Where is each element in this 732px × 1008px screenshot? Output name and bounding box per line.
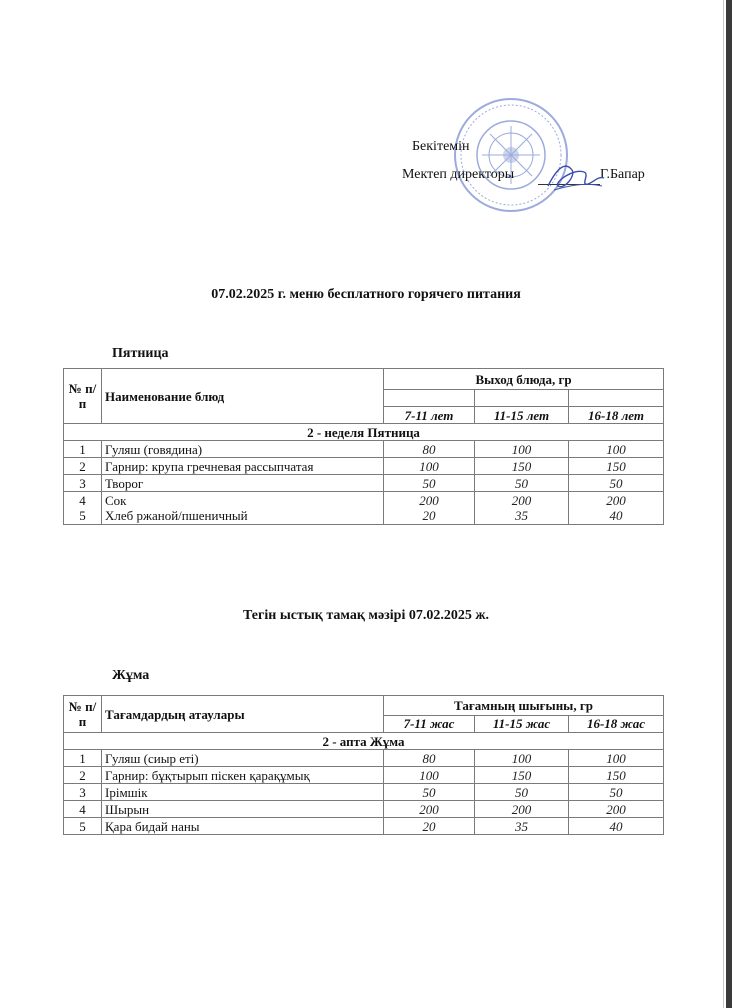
row-num: 1	[64, 441, 102, 458]
yield-value: 200	[569, 801, 664, 818]
dish-name-pair	[102, 492, 384, 525]
yield-value: 50	[569, 475, 664, 492]
empty-cell	[475, 390, 569, 407]
table-row	[64, 767, 664, 784]
table-row	[64, 818, 664, 835]
yield-value: 100	[475, 441, 569, 458]
dish-name: Хлеб ржаной/пшеничный	[105, 508, 248, 523]
official-seal-icon	[452, 96, 570, 214]
table-row-merged	[64, 492, 664, 525]
menu-table-ru	[63, 368, 664, 525]
dish-name: Гуляш (говядина)	[102, 441, 384, 458]
yield-value: 50	[384, 784, 475, 801]
row-num: 5	[64, 818, 102, 835]
row-num: 4	[79, 493, 86, 508]
yield-value: 20	[422, 508, 436, 523]
yield-value: 50	[475, 475, 569, 492]
yield-value: 50	[384, 475, 475, 492]
yield-value: 100	[569, 441, 664, 458]
row-num: 1	[64, 750, 102, 767]
yield-value: 20	[384, 818, 475, 835]
age-group-header: 16-18 жас	[569, 715, 664, 732]
table-row	[64, 750, 664, 767]
yield-value: 150	[475, 458, 569, 475]
yield-value: 50	[475, 784, 569, 801]
age-group-header: 7-11 жас	[384, 715, 475, 732]
yield-value: 100	[475, 750, 569, 767]
col-yield-header: Тағамның шығыны, гр	[384, 696, 664, 716]
table-row	[64, 784, 664, 801]
yield-value-pair	[475, 492, 569, 525]
yield-value: 35	[515, 508, 528, 523]
yield-value: 100	[384, 767, 475, 784]
day-label-ru: Пятница	[112, 346, 169, 361]
yield-value: 200	[475, 801, 569, 818]
yield-value: 40	[569, 818, 664, 835]
dish-name: Ірімшік	[102, 784, 384, 801]
director-name: Г.Бапар	[600, 167, 645, 182]
table-row	[64, 801, 664, 818]
dish-name: Қара бидай наны	[102, 818, 384, 835]
yield-value: 35	[475, 818, 569, 835]
yield-value: 80	[384, 441, 475, 458]
yield-value: 150	[475, 767, 569, 784]
empty-cell	[384, 390, 475, 407]
yield-value-pair	[384, 492, 475, 525]
yield-value: 150	[569, 767, 664, 784]
dish-name: Творог	[102, 475, 384, 492]
age-group-header: 11-15 лет	[475, 407, 569, 424]
row-num: 5	[79, 508, 86, 523]
yield-value: 150	[569, 458, 664, 475]
yield-value: 80	[384, 750, 475, 767]
dish-name: Гарнир: бұқтырып піскен қарақұмық	[102, 767, 384, 784]
week-label: 2 - апта Жұма	[64, 733, 664, 750]
scan-edge-line	[723, 0, 724, 1008]
yield-value: 100	[569, 750, 664, 767]
yield-value: 40	[609, 508, 623, 523]
row-num: 2	[64, 458, 102, 475]
dish-name: Шырын	[102, 801, 384, 818]
age-group-header: 7-11 лет	[384, 407, 475, 424]
yield-value: 200	[511, 493, 532, 508]
col-num-header: № п/п	[64, 369, 102, 424]
col-name-header: Тағамдардың атаулары	[102, 696, 384, 733]
age-group-header: 16-18 лет	[569, 407, 664, 424]
row-num-pair	[64, 492, 102, 525]
row-num: 3	[64, 784, 102, 801]
menu-title-ru: 07.02.2025 г. меню бесплатного горячего питания	[211, 287, 521, 302]
row-num: 3	[64, 475, 102, 492]
row-num: 4	[64, 801, 102, 818]
empty-cell	[569, 390, 664, 407]
signature-icon	[544, 156, 608, 196]
col-yield-header: Выход блюда, гр	[384, 369, 664, 390]
yield-value: 100	[384, 458, 475, 475]
menu-title-kz: Тегін ыстық тамақ мәзірі 07.02.2025 ж.	[243, 608, 489, 623]
age-group-header: 11-15 жас	[475, 715, 569, 732]
col-name-header: Наименование блюд	[102, 369, 384, 424]
table-row	[64, 475, 664, 492]
row-num: 2	[64, 767, 102, 784]
col-num-header: № п/п	[64, 696, 102, 733]
menu-table-kz	[63, 695, 664, 835]
yield-value: 200	[606, 493, 626, 508]
dish-name: Гарнир: крупа гречневая рассыпчатая	[102, 458, 384, 475]
dish-name: Гуляш (сиыр еті)	[102, 750, 384, 767]
week-label: 2 - неделя Пятница	[64, 424, 664, 441]
director-position: Мектеп директоры	[402, 167, 515, 182]
yield-value: 200	[384, 801, 475, 818]
approved-label: Бекітемін	[412, 139, 470, 154]
table-row	[64, 441, 664, 458]
yield-value: 200	[419, 493, 439, 508]
yield-value: 50	[569, 784, 664, 801]
day-label-kz: Жұма	[112, 668, 150, 683]
yield-value-pair	[569, 492, 664, 525]
scan-edge	[726, 0, 732, 1008]
table-row	[64, 458, 664, 475]
dish-name: Сок	[105, 493, 127, 508]
